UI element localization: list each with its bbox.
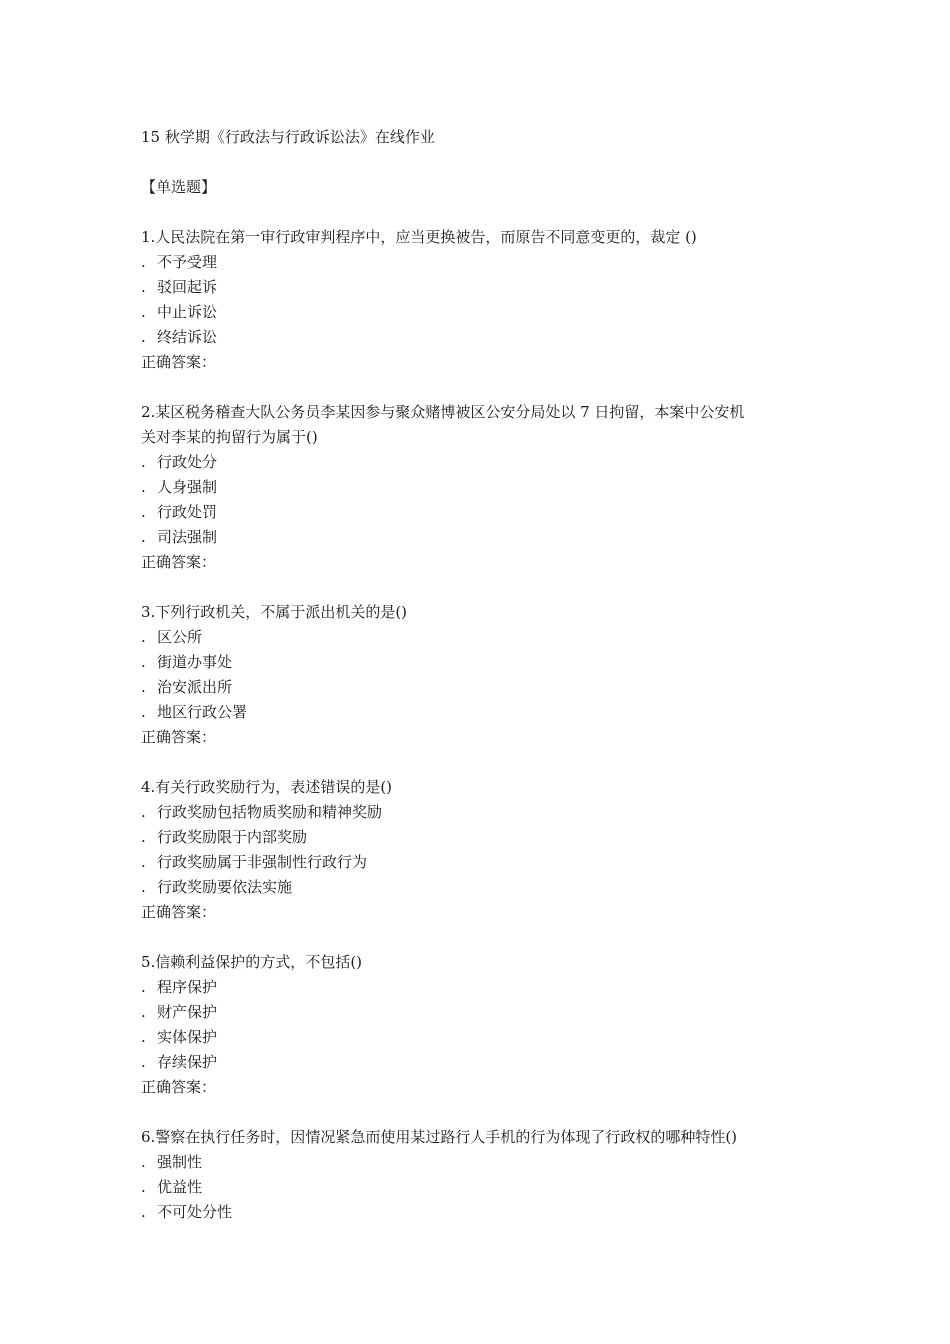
question-2 [141,400,821,575]
question-text: 6.警察在执行任务时，因情况紧急而使用某过路行人手机的行为体现了行政权的哪种特性() [141,1128,738,1146]
option-text: 不予受理 [157,253,218,271]
option-marker: . [141,1028,146,1046]
option-marker: . [141,828,146,846]
option-text: 地区行政公署 [157,703,248,721]
option [141,800,821,825]
option-text: 行政奖励属于非强制性行政行为 [157,853,368,871]
question-3 [141,600,821,750]
answer-label: 正确答案： [141,1078,217,1096]
option [141,625,821,650]
option [141,875,821,900]
option-marker: . [141,1203,146,1221]
option-text: 行政奖励限于内部奖励 [157,828,308,846]
option-marker: . [141,628,146,646]
option [141,500,821,525]
option [141,700,821,725]
option [141,300,821,325]
answer-label: 正确答案： [141,553,217,571]
option-marker: . [141,303,146,321]
option [141,275,821,300]
question-1 [141,225,821,375]
option-text: 区公所 [157,628,203,646]
option-text: 实体保护 [157,1028,218,1046]
option-text: 强制性 [157,1153,203,1171]
option-text: 行政处罚 [157,503,218,521]
option-marker: . [141,878,146,896]
option-text: 财产保护 [157,1003,218,1021]
option [141,1175,821,1200]
option-marker: . [141,853,146,871]
option [141,975,821,1000]
option-marker: . [141,278,146,296]
option-text: 行政奖励要依法实施 [157,878,293,896]
option [141,1200,821,1225]
option [141,475,821,500]
option-text: 治安派出所 [157,678,233,696]
option [141,825,821,850]
option-marker: . [141,653,146,671]
question-text: 5.信赖利益保护的方式，不包括() [141,953,363,971]
option-marker: . [141,503,146,521]
answer-label: 正确答案： [141,353,217,371]
option-text: 程序保护 [157,978,218,996]
option [141,1050,821,1075]
option [141,850,821,875]
document-content [141,125,821,1250]
option-text: 司法强制 [157,528,218,546]
option-marker: . [141,978,146,996]
blank-line [141,150,821,175]
document-title: 15 秋学期《行政法与行政诉讼法》在线作业 [141,128,435,146]
option-text: 行政奖励包括物质奖励和精神奖励 [157,803,383,821]
answer-label: 正确答案： [141,728,217,746]
option-text: 中止诉讼 [157,303,218,321]
option [141,1000,821,1025]
option [141,525,821,550]
question-4 [141,775,821,925]
option-marker: . [141,703,146,721]
option-text: 不可处分性 [157,1203,233,1221]
option-marker: . [141,453,146,471]
question-text: 3.下列行政机关，不属于派出机关的是() [141,603,408,621]
blank-line [141,200,821,225]
option-marker: . [141,678,146,696]
option-text: 行政处分 [157,453,218,471]
option [141,1150,821,1175]
option-marker: . [141,1178,146,1196]
option-text: 人身强制 [157,478,218,496]
option-marker: . [141,1153,146,1171]
option [141,1025,821,1050]
option-text: 驳回起诉 [157,278,218,296]
option [141,325,821,350]
question-text: 1.人民法院在第一审行政审判程序中，应当更换被告，而原告不同意变更的，裁定 () [141,228,697,246]
option [141,650,821,675]
option-marker: . [141,528,146,546]
option [141,250,821,275]
option-text: 优益性 [157,1178,203,1196]
question-text: 4.有关行政奖励行为，表述错误的是() [141,778,393,796]
option-text: 终结诉讼 [157,328,218,346]
section-heading: 【单选题】 [141,178,217,196]
option [141,675,821,700]
question-6 [141,1125,821,1225]
option-marker: . [141,1003,146,1021]
option-text: 存续保护 [157,1053,218,1071]
option-text: 街道办事处 [157,653,233,671]
option-marker: . [141,478,146,496]
option-marker: . [141,1053,146,1071]
option-marker: . [141,328,146,346]
option-marker: . [141,803,146,821]
question-text-continued: 关对李某的拘留行为属于() [141,428,318,446]
question-text: 2.某区税务稽查大队公务员李某因参与聚众赌博被区公安分局处以 7 日拘留，本案中公安机 [141,403,745,421]
option [141,450,821,475]
option-marker: . [141,253,146,271]
question-5 [141,950,821,1100]
answer-label: 正确答案： [141,903,217,921]
